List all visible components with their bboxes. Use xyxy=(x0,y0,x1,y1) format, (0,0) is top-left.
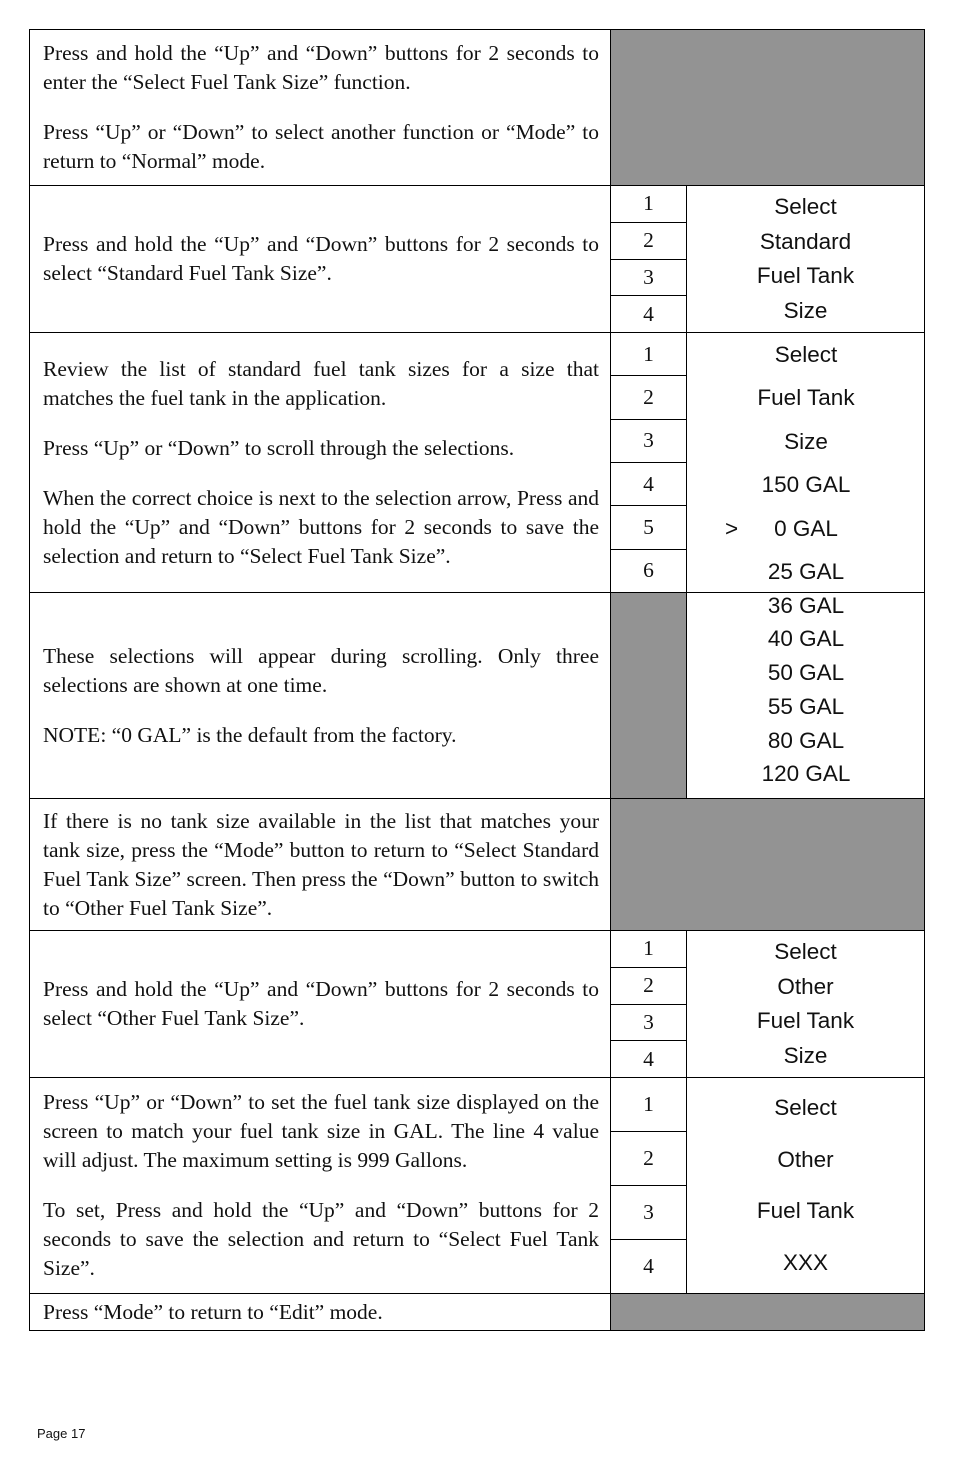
instruction-text: Review the list of standard fuel tank sizes for a size that matches the fuel tank in the application. xyxy=(43,356,599,410)
blank-display-cell xyxy=(610,30,924,185)
table-row xyxy=(30,30,924,185)
selection-arrow: > xyxy=(725,516,739,541)
line-number: 2 xyxy=(611,375,686,418)
display-line: Select xyxy=(774,194,837,220)
line-number: 3 xyxy=(611,419,686,462)
display-line: Select xyxy=(774,1094,837,1120)
instruction-cell xyxy=(30,1078,611,1293)
size-option: 50 GAL xyxy=(767,660,845,685)
line-number: 1 xyxy=(643,936,654,961)
display-line: Other xyxy=(777,1146,834,1172)
size-option: 80 GAL xyxy=(767,728,845,753)
page-number: Page 17 xyxy=(37,1426,86,1441)
display-line: Size xyxy=(783,297,828,323)
line-number: 6 xyxy=(611,549,686,592)
display-line: Size xyxy=(783,1042,828,1068)
line-number-column xyxy=(610,931,687,1077)
size-option: 150 GAL xyxy=(761,472,851,497)
instruction-text: Press and hold the “Up” and “Down” buttons for 2 seconds to select “Other Fuel Tank Size”. xyxy=(43,977,599,1030)
display-line: Select xyxy=(774,342,838,367)
display-line: Select xyxy=(774,939,837,965)
display-line: Fuel Tank xyxy=(757,385,855,410)
instruction-cell xyxy=(30,333,611,592)
line-number: 2 xyxy=(611,222,686,259)
instruction-text: Press and hold the “Up” and “Down” buttons for 2 seconds to select “Standard Fuel Tank Size”. xyxy=(43,232,599,285)
line-number: 4 xyxy=(611,462,686,505)
line-number: 1 xyxy=(643,1092,654,1116)
display-line: XXX xyxy=(782,1250,829,1276)
instruction-cell xyxy=(30,1294,611,1330)
line-number: 2 xyxy=(611,1131,686,1185)
blank-display-cell xyxy=(610,799,924,930)
line-number: 5 xyxy=(611,505,686,548)
size-option-selected xyxy=(687,516,925,542)
instruction-text: These selections will appear during scrolling. Only three selections are shown at one time. xyxy=(43,643,599,697)
size-option: 55 GAL xyxy=(767,694,845,719)
instruction-text: Press “Up” or “Down” to select another function or “Mode” to return to “Normal” mode. xyxy=(43,120,599,173)
table-row xyxy=(30,1293,924,1330)
size-option: 25 GAL xyxy=(767,559,845,584)
instruction-text: To set, Press and hold the “Up” and “Down” buttons for 2 seconds to save the selection and return to “Select Fuel Tank Size”. xyxy=(43,1198,599,1280)
size-list-display xyxy=(687,332,925,799)
size-option: 36 GAL xyxy=(767,593,845,618)
blank-display-cell xyxy=(610,1294,924,1330)
instruction-table xyxy=(29,29,925,1331)
line-number: 2 xyxy=(611,967,686,1004)
display-screen xyxy=(687,1078,924,1293)
display-screen xyxy=(687,931,924,1077)
display-line: Fuel Tank xyxy=(756,1198,855,1224)
instruction-text: Press “Up” or “Down” to scroll through the selections. xyxy=(43,435,515,460)
display-screen xyxy=(687,186,924,332)
line-number: 3 xyxy=(611,1185,686,1239)
blank-number-cell xyxy=(610,593,687,798)
line-number: 4 xyxy=(611,1040,686,1077)
instruction-text: Press “Up” or “Down” to set the fuel tank size displayed on the screen to match your fuel tank size in GAL. The line 4 value will adjust. The maximum setting is 999 Gallons. xyxy=(43,1090,599,1172)
line-number-column xyxy=(610,1078,687,1293)
instruction-text: Press and hold the “Up” and “Down” buttons for 2 seconds to enter the “Select Fuel Tank Size” function. xyxy=(43,41,599,94)
instruction-cell xyxy=(30,593,611,798)
display-line: Size xyxy=(784,429,828,454)
table-row xyxy=(30,930,924,1077)
line-number: 1 xyxy=(643,341,654,366)
instruction-cell xyxy=(30,931,611,1077)
instruction-text: NOTE: “0 GAL” is the default from the factory. xyxy=(43,722,457,747)
instruction-text: When the correct choice is next to the selection arrow, Press and hold the “Up” and “Down” buttons for 2 seconds to save the selection and return to “Select Fuel Tank Size”. xyxy=(43,485,599,568)
line-number-column xyxy=(610,333,687,592)
instruction-text: If there is no tank size available in the list that matches your tank size, press the “Mode” button to return to “Select Standard Fuel Tank Size” screen. Then press the “Down” button to switch to “Other Fuel Tank Size”. xyxy=(43,808,599,920)
size-option: 0 GAL xyxy=(774,516,838,541)
line-number: 3 xyxy=(611,259,686,296)
line-number: 4 xyxy=(611,295,686,332)
display-line: Standard xyxy=(759,228,852,254)
size-option: 40 GAL xyxy=(767,626,845,651)
table-row xyxy=(30,1077,924,1293)
table-row xyxy=(30,185,924,332)
instruction-cell xyxy=(30,30,611,185)
instruction-cell xyxy=(30,799,611,930)
display-line: Fuel Tank xyxy=(756,1008,855,1034)
display-line: Other xyxy=(777,973,834,999)
size-option: 120 GAL xyxy=(761,761,851,786)
instruction-text: Press “Mode” to return to “Edit” mode. xyxy=(43,1299,383,1324)
line-number: 4 xyxy=(611,1239,686,1293)
line-number: 3 xyxy=(611,1004,686,1041)
line-number-column xyxy=(610,186,687,332)
line-number: 1 xyxy=(643,191,654,216)
table-row xyxy=(30,798,924,930)
instruction-cell xyxy=(30,186,611,332)
display-line: Fuel Tank xyxy=(756,263,855,289)
